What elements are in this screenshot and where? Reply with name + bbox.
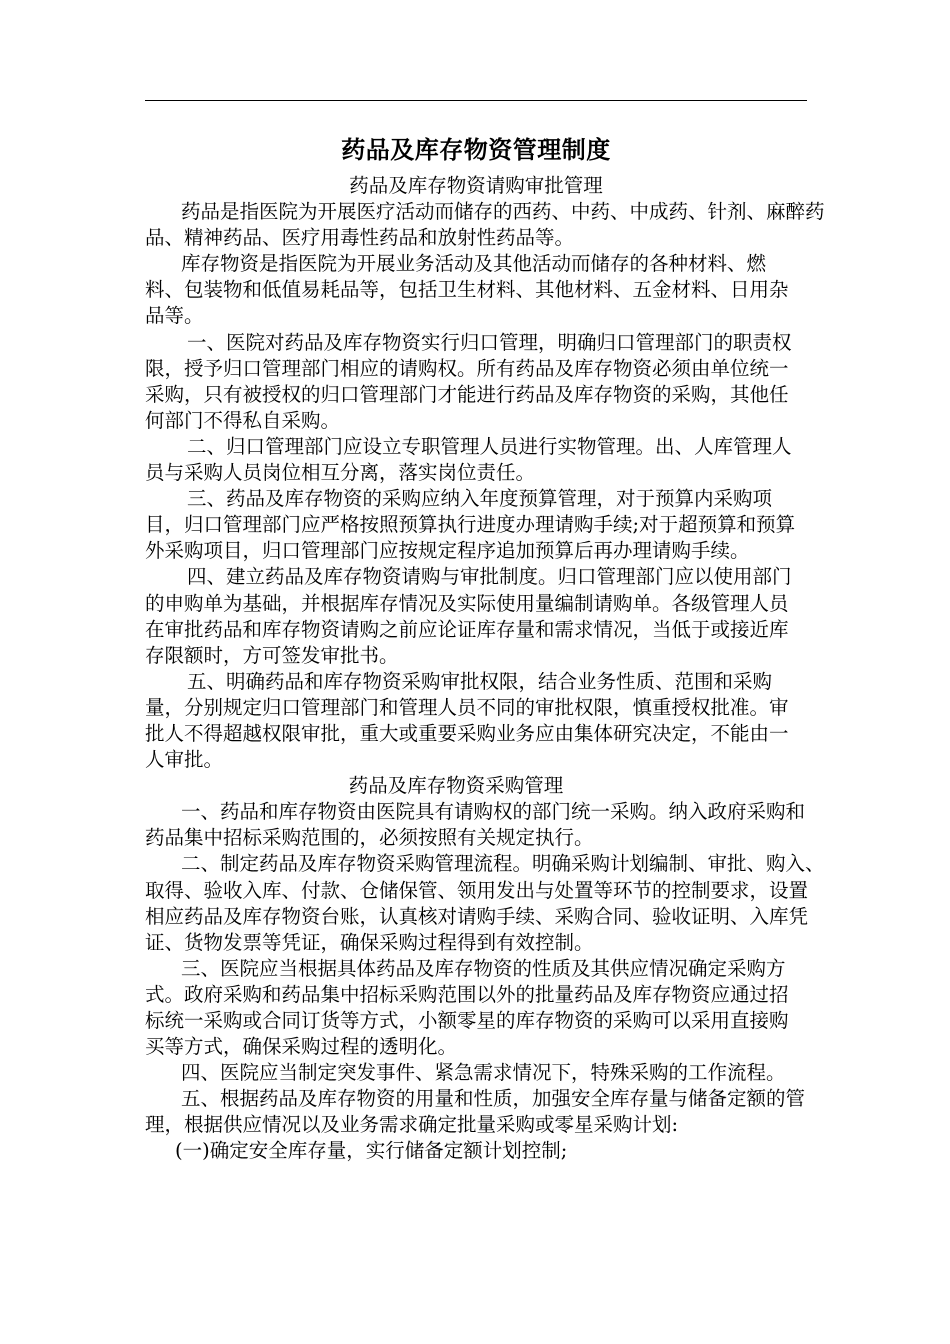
- section-heading: 药品及库存物资采购管理: [348, 774, 564, 798]
- paragraph: 库存物资是指医院为开展业务活动及其他活动而储存的各种材料、燃料、包装物和低值易耗品等，包括卫生材料、其他材料、五金材料、日用杂品等。: [145, 252, 789, 328]
- paragraph: 五、明确药品和库存物资采购审批权限，结合业务性质、范围和采购量，分别规定归口管理部门和管理人员不同的审批权限，慎重授权批准。审批人不得超越权限审批，重大或重要采购业务应由集体研究决定，不能由一人审批。: [145, 669, 789, 772]
- section-heading: 药品及库存物资请购审批管理: [349, 174, 603, 197]
- paragraph: 一、药品和库存物资由医院具有请购权的部门统一采购。纳入政府采购和药品集中招标采购范围的，必须按照有关规定执行。: [145, 800, 806, 850]
- paragraph: 一、医院对药品及库存物资实行归口管理，明确归口管理部门的职责权限，授予归口管理部门相应的请购权。所有药品及库存物资必须由单位统一采购，只有被授权的归口管理部门才能进行药品及库存物资的采购，其他任何部门不得私自采购。: [145, 330, 792, 432]
- paragraph: 三、药品及库存物资的采购应纳入年度预算管理，对于预算内采购项目，归口管理部门应严格按照预算执行进度办理请购手续;对于超预算和预算外采购项目，归口管理部门应按规定程序追加预算后再办理请购手续。: [145, 487, 796, 563]
- paragraph: 二、制定药品及库存物资采购管理流程。明确采购计划编制、审批、购入、取得、验收入库、付款、仓储保管、领用发出与处置等环节的控制要求，设置相应药品及库存物资台账，认真核对请购手续、采购合同、验收证明、入库凭证、货物发票等凭证，确保采购过程得到有效控制。: [145, 852, 825, 954]
- paragraph: 五、根据药品及库存物资的用量和性质，加强安全库存量与储备定额的管理，根据供应情况以及业务需求确定批量采购或零星采购计划:: [145, 1087, 806, 1137]
- document-body: [145, 173, 825, 1165]
- paragraph: 二、归口管理部门应设立专职管理人员进行实物管理。出、人库管理人员与采购人员岗位相互分离，落实岗位责任。: [145, 434, 792, 485]
- paragraph: 四、建立药品及库存物资请购与审批制度。归口管理部门应以使用部门的申购单为基础，并根据库存情况及实际使用量编制请购单。各级管理人员在审批药品和库存物资请购之前应论证库存量和需求情况，当低于或接近库存限额时，方可签发审批书。: [145, 565, 792, 667]
- paragraph: 药品是指医院为开展医疗活动而储存的西药、中药、中成药、针剂、麻醉药品、精神药品、医疗用毒性药品和放射性药品等。: [145, 200, 825, 250]
- paragraph: 四、医院应当制定突发事件、紧急需求情况下，特殊采购的工作流程。: [181, 1061, 786, 1085]
- paragraph: 三、医院应当根据具体药品及库存物资的性质及其供应情况确定采购方式。政府采购和药品集中招标采购范围以外的批量药品及库存物资应通过招标统一采购或合同订货等方式，小额零星的库存物资的采购可以采用直接购买等方式，确保采购过程的透明化。: [145, 956, 789, 1059]
- header-rule: [145, 100, 807, 101]
- paragraph: (一)确定安全库存量，实行储备定额计划控制;: [175, 1139, 568, 1163]
- document-title: 药品及库存物资管理制度: [341, 135, 611, 164]
